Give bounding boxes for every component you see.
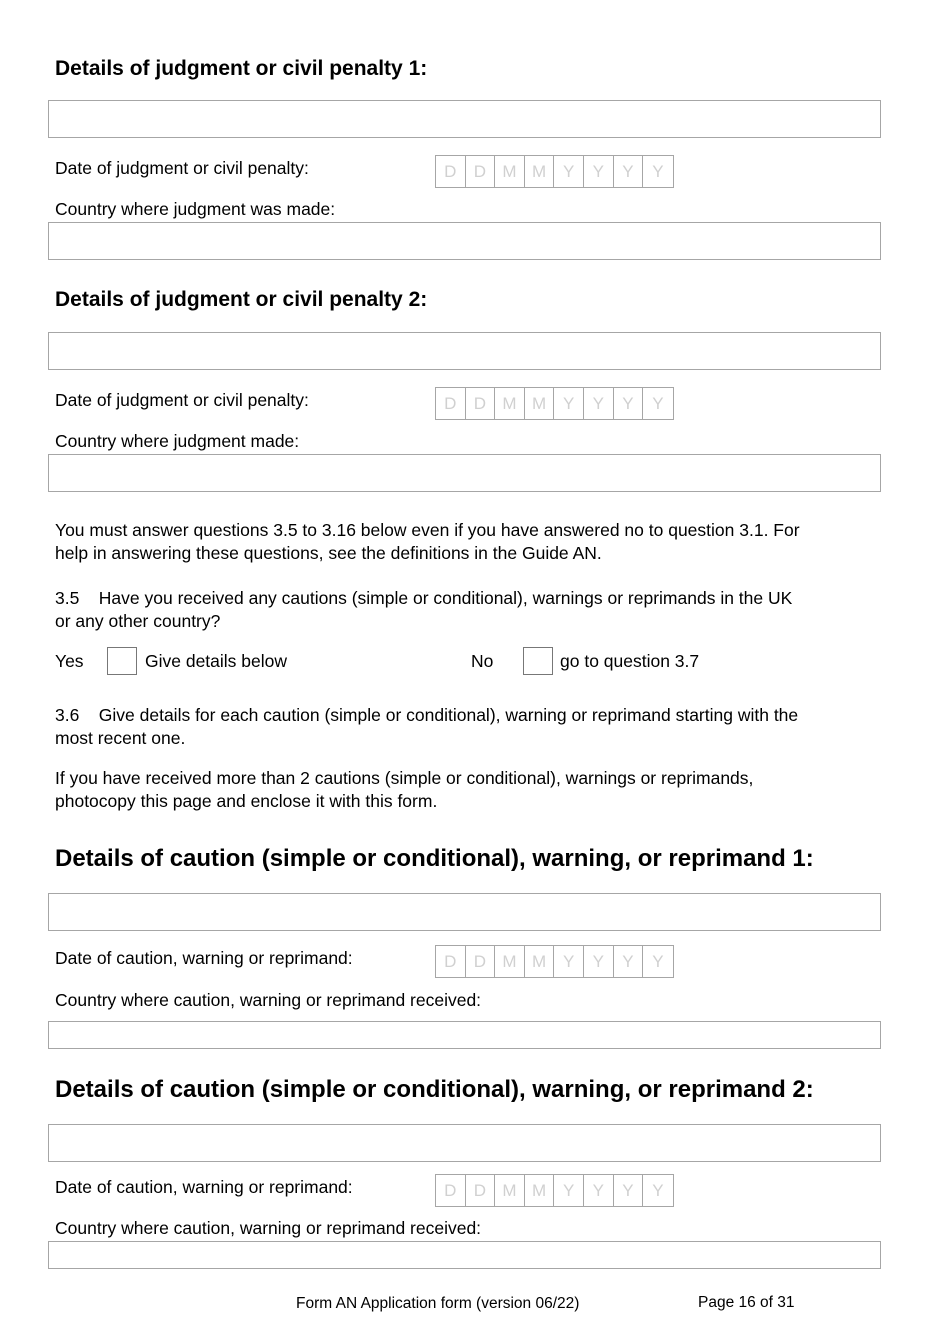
no-checkbox[interactable] (523, 647, 553, 675)
caution1-date-label: Date of caution, warning or reprimand: (55, 948, 353, 968)
caution2-details-input[interactable] (48, 1124, 881, 1162)
caution2-heading: Details of caution (simple or conditional), warning, or reprimand 2: (55, 1076, 814, 1103)
question-3-6-number: 3.6 (55, 705, 80, 725)
date-digit-box[interactable]: Y (554, 946, 584, 977)
date-digit-box[interactable]: Y (614, 1175, 644, 1206)
date-digit-box[interactable]: M (495, 388, 525, 419)
date-digit-box[interactable]: Y (554, 388, 584, 419)
date-digit-box[interactable]: D (436, 1175, 466, 1206)
date-digit-box[interactable]: Y (652, 161, 664, 181)
yes-label: Yes (55, 651, 84, 671)
date-digit-box[interactable]: Y (614, 946, 644, 977)
judgment1-details-input[interactable] (48, 100, 881, 138)
date-digit-box[interactable]: Y (554, 1175, 584, 1206)
caution1-country-label: Country where caution, warning or reprimand received: (55, 990, 482, 1010)
judgment1-country-label: Country where judgment was made: (55, 199, 336, 219)
date-digit-box[interactable]: D (436, 388, 466, 419)
footer-page-number: Page 16 of 31 (698, 1294, 795, 1311)
judgment1-date-label: Date of judgment or civil penalty: (55, 158, 309, 178)
judgment1-heading: Details of judgment or civil penalty 1: (55, 57, 428, 80)
judgment2-details-input[interactable] (48, 332, 881, 370)
judgment2-date-input[interactable] (435, 387, 674, 420)
date-digit-box[interactable]: M (495, 946, 525, 977)
question-3-5 (55, 587, 792, 633)
judgment1-country-input[interactable] (48, 222, 881, 260)
question-3-6-text-cont: most recent one. (55, 728, 186, 748)
judgment1-date-input[interactable] (435, 155, 674, 188)
question-3-6 (55, 704, 798, 750)
judgment2-country-label: Country where judgment made: (55, 431, 300, 451)
date-digit-box[interactable]: Y (584, 946, 614, 977)
photocopy-note-line-2: photocopy this page and enclose it with this form. (55, 791, 438, 811)
caution2-country-input[interactable] (48, 1241, 881, 1269)
footer-form-name: Form AN Application form (version 06/22) (296, 1295, 580, 1312)
date-digit-box[interactable]: M (495, 156, 525, 187)
date-digit-box[interactable]: Y (584, 388, 614, 419)
judgment2-country-input[interactable] (48, 454, 881, 492)
question-3-6-text: Give details for each caution (simple or conditional), warning or reprimand starting with the (98, 705, 799, 725)
caution2-date-input[interactable] (435, 1174, 674, 1207)
date-digit-box[interactable]: Y (614, 156, 644, 187)
date-digit-box[interactable]: Y (614, 388, 644, 419)
caution1-heading: Details of caution (simple or conditional), warning, or reprimand 1: (55, 845, 814, 872)
yes-note: Give details below (145, 651, 288, 671)
judgment2-date-label: Date of judgment or civil penalty: (55, 390, 309, 410)
intro-line-2: help in answering these questions, see the definitions in the Guide AN. (55, 543, 602, 563)
question-3-5-number: 3.5 (55, 588, 80, 608)
caution1-details-input[interactable] (48, 893, 881, 931)
date-digit-box[interactable]: M (525, 946, 555, 977)
caution2-date-label: Date of caution, warning or reprimand: (55, 1177, 353, 1197)
caution1-country-input[interactable] (48, 1021, 881, 1049)
date-digit-box[interactable]: Y (652, 1180, 664, 1200)
question-3-5-text: Have you received any cautions (simple or conditional), warnings or reprimands in the UK (98, 588, 793, 608)
date-digit-box[interactable]: D (466, 388, 496, 419)
date-digit-box[interactable]: D (436, 156, 466, 187)
date-digit-box[interactable]: M (495, 1175, 525, 1206)
date-digit-box[interactable]: D (436, 946, 466, 977)
intro-paragraph (55, 519, 800, 565)
caution2-country-label: Country where caution, warning or reprimand received: (55, 1218, 482, 1238)
photocopy-note-line-1: If you have received more than 2 cautions (simple or conditional), warnings or reprimands, (55, 768, 754, 788)
no-note: go to question 3.7 (560, 651, 700, 671)
date-digit-box[interactable]: M (525, 388, 555, 419)
date-digit-box[interactable]: Y (554, 156, 584, 187)
photocopy-note (55, 767, 753, 813)
caution1-date-input[interactable] (435, 945, 674, 978)
question-3-5-text-cont: or any other country? (55, 611, 221, 631)
date-digit-box[interactable]: D (466, 156, 496, 187)
date-digit-box[interactable]: Y (652, 951, 664, 971)
judgment2-heading: Details of judgment or civil penalty 2: (55, 288, 428, 311)
date-digit-box[interactable]: Y (584, 1175, 614, 1206)
date-digit-box[interactable]: Y (652, 393, 664, 413)
no-label: No (471, 651, 494, 671)
date-digit-box[interactable]: D (466, 1175, 496, 1206)
date-digit-box[interactable]: D (466, 946, 496, 977)
date-digit-box[interactable]: M (525, 1175, 555, 1206)
yes-checkbox[interactable] (107, 647, 137, 675)
date-digit-box[interactable]: Y (584, 156, 614, 187)
date-digit-box[interactable]: M (525, 156, 555, 187)
intro-line-1: You must answer questions 3.5 to 3.16 below even if you have answered no to question 3.1. For (55, 520, 800, 540)
